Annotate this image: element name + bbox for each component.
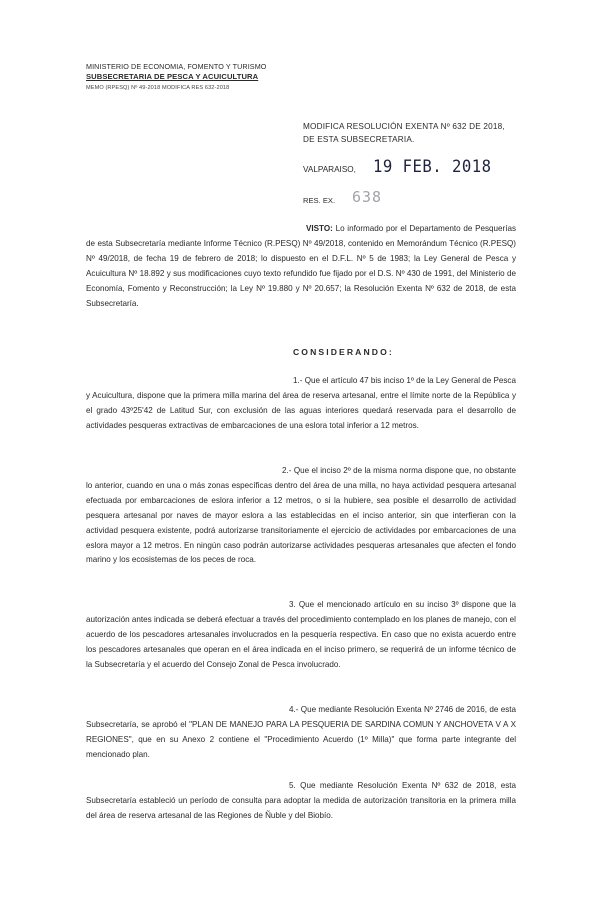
memo-reference: MEMO (RPESQ) Nº 49-2018 MODIFICA RES 632-2018 xyxy=(86,85,230,91)
considerando-1-text: Que el artículo 47 bis inciso 1º de la Ley General de Pesca y Acuicultura, dispone que la primera milla marina del área de reserva artesanal, entre el límite norte de la República y el grado 43º25'42 de Latitud Sur, con exclusión de las aguas interiores quedará reservada para el desarrollo de actividades pesqueras extractivas de embarcaciones de una eslora total inferior a 12 metros. xyxy=(86,376,516,430)
considerando-4-text: Que mediante Resolución Exenta Nº 2746 de 2016, de esta Subsecretaría, se aprobó el "PLAN DE MANEJO PARA LA PESQUERIA DE SARDINA COMUN Y ANCHOVETA V A X REGIONES", que en su Anexo 2 contiene el "Procedimiento Acuerdo (1º Milla)" que forma parte integrante del mencionado plan. xyxy=(86,705,517,759)
ministry-name: MINISTERIO DE ECONOMIA, FOMENTO Y TURISMO xyxy=(86,62,267,71)
title-line-1: MODIFICA RESOLUCIÓN EXENTA Nº 632 DE 2018, xyxy=(303,122,505,131)
subsecretaria-name: SUBSECRETARIA DE PESCA Y ACUICULTURA xyxy=(86,72,259,81)
res-number-stamp: 638 xyxy=(352,188,383,206)
considerando-5-text: Que mediante Resolución Exenta Nº 632 de 2018, esta Subsecretaría estableció un período de consulta para adoptar la medida de autorización transitoria en la primera milla del área de reserva artesanal de las Regiones de Ñuble y del Biobío. xyxy=(86,781,517,820)
considerando-heading: CONSIDERANDO: xyxy=(293,347,394,357)
visto-label: VISTO: xyxy=(306,224,333,233)
res-ex-label: RES. EX. xyxy=(303,196,336,205)
considerando-3 xyxy=(86,598,516,673)
considerando-2 xyxy=(86,464,516,568)
title-line-2: DE ESTA SUBSECRETARIA. xyxy=(303,135,415,144)
considerando-4-number: 4.- xyxy=(289,705,299,714)
visto-text: Lo informado por el Departamento de Pesquerías de esta Subsecretaría mediante Informe Técnico (R.PESQ) Nº 49/2018, contenido en Memorándum Técnico (R.PESQ) Nº 49/2018, de fecha 19 de febrero de 2018; lo dispuesto en el D.F.L. Nº 5 de 1983; la Ley General de Pesca y Acuicultura Nº 18.892 y sus modificaciones cuyo texto refundido fue fijado por el D.S. Nº 430 de 1991, del Ministerio de Economía, Fomento y Reconstrucción; la Ley Nº 19.880 y Nº 20.657; la Resolución Exenta Nº 632 de 2018, de esta Subsecretaría. xyxy=(86,224,517,308)
considerando-5-number: 5. xyxy=(289,781,296,790)
considerando-1 xyxy=(86,374,516,434)
considerando-1-number: 1.- xyxy=(293,376,303,385)
considerando-3-number: 3. xyxy=(289,600,296,609)
considerando-4 xyxy=(86,703,516,763)
visto-paragraph xyxy=(86,222,516,311)
document-title xyxy=(303,120,543,146)
considerando-3-text: Que el mencionado artículo en su inciso 3º dispone que la autorización antes indicada se deberá efectuar a través del procedimiento contemplado en los planes de manejo, con el acuerdo de los pescadores artesanales involucrados en la pesquería respectiva. En caso que no exista acuerdo entre los pescadores artesanales que operan en el área indicada en el inciso primero, se requerirá de un informe técnico de la Subsecretaría y el acuerdo del Consejo Zonal de Pesca involucrado. xyxy=(86,600,516,669)
date-stamp: 19 FEB. 2018 xyxy=(373,157,492,177)
place-label: VALPARAISO, xyxy=(303,165,356,174)
considerando-5 xyxy=(86,779,516,824)
considerando-2-text: Que el inciso 2º de la misma norma dispone que, no obstante lo anterior, cuando en una o más zonas específicas dentro del área de una milla, no haya actividad pesquera artesanal efectuada por embarcaciones de eslora inferior a 12 metros, o si la hubiere, sea posible el desarrollo de actividad pesquera artesanal por naves de mayor eslora a las establecidas en el inciso anterior, sin que interfieran con la actividad pesquera existente, podrá autorizarse transitoriamente el ejercicio de actividades por embarcaciones de una eslora mayor a 12 metros. En ningún caso podrán autorizarse actividades pesqueras artesanales que afecten el fondo marino y los ecosistemas de los peces de roca. xyxy=(86,466,517,565)
considerando-2-number: 2.- xyxy=(282,466,292,475)
